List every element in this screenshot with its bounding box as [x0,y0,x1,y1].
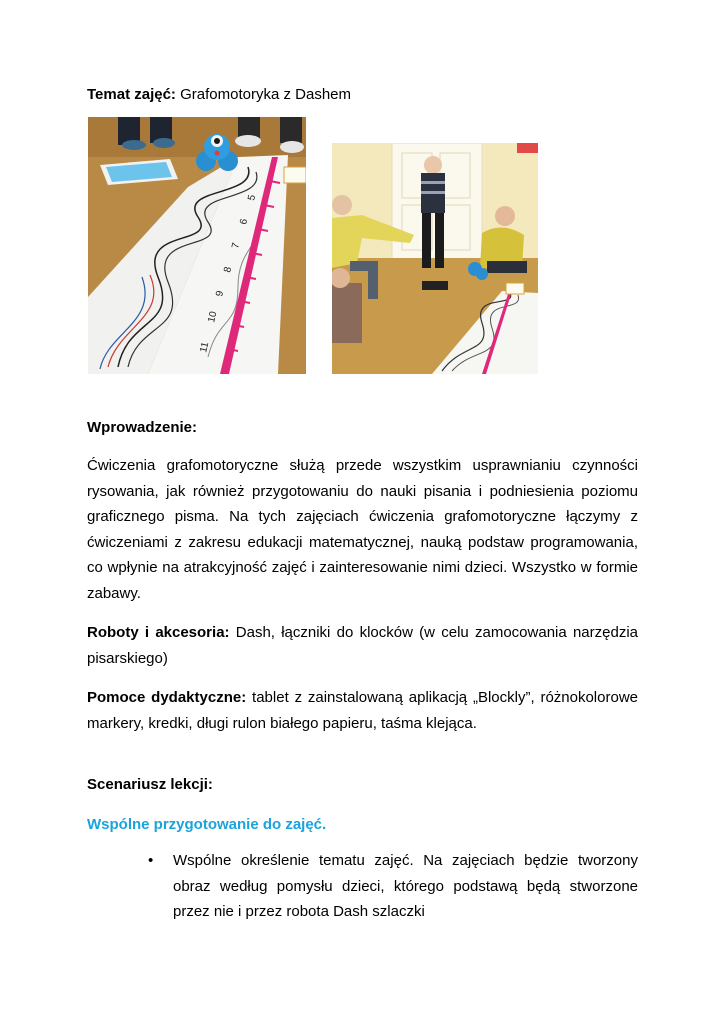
ruler-number: 7 [230,241,243,250]
list-item-text: Wspólne określenie tematu zajęć. Na zajęciach będzie tworzony obraz według pomysłu dzieci, którego podstawą będą stworzone przez nie i przez robota Dash szlaczki [173,852,638,920]
aids-paragraph [87,685,638,736]
title-label: Temat zajęć: [87,86,176,103]
aids-label: Pomoce dydaktyczne: [87,689,247,706]
robots-label: Roboty i akcesoria: [87,624,230,641]
photo-children-with-robot [332,143,538,374]
scenario-heading [87,772,638,798]
ruler-number: 8 [222,265,235,274]
robots-text: Dash, łączniki do klocków (w celu zamocowania narzędzia pisarskiego) [87,624,638,667]
ruler-number: 11 [198,341,212,354]
intro-heading [87,415,638,441]
photo-right-illustration [332,143,538,374]
bullet-icon: • [148,852,154,869]
ruler-number: 10 [206,310,220,324]
intro-paragraph: Ćwiczenia grafomotoryczne służą przede wszystkim usprawnianiu czynności rysowania, jak również przygotowaniu do nauki pisania i podniesienia poziomu graficznego pisma. Na tych zajęciach ćwiczenia grafomotoryczne łączymy z ćwiczeniami z zakresu edukacji matematycznej, nauką podstaw programowania, co wpłynie na atrakcyjność zajęć i zainteresowanie nimi dzieci. Wszystko w formie zabawy. [87,457,638,602]
photo-left-illustration [88,117,306,374]
ruler-number: 6 [238,217,251,226]
photo-paper-roll-with-robot [88,117,306,374]
intro-heading-text: Wprowadzenie: [87,419,198,436]
scenario-heading-text: Scenariusz lekcji: [87,776,213,793]
aids-text: tablet z zainstalowaną aplikacją „Blockly”, różnokolorowe markery, kredki, długi rulon białego papieru, taśma klejąca. [87,689,638,732]
ruler-number: 9 [214,289,227,298]
lesson-title [87,82,638,108]
title-value: Grafomotoryka z Dashem [180,86,351,103]
ruler-number: 5 [246,193,259,202]
robots-paragraph [87,620,638,671]
preparation-heading: Wspólne przygotowanie do zajęć. [87,816,327,833]
